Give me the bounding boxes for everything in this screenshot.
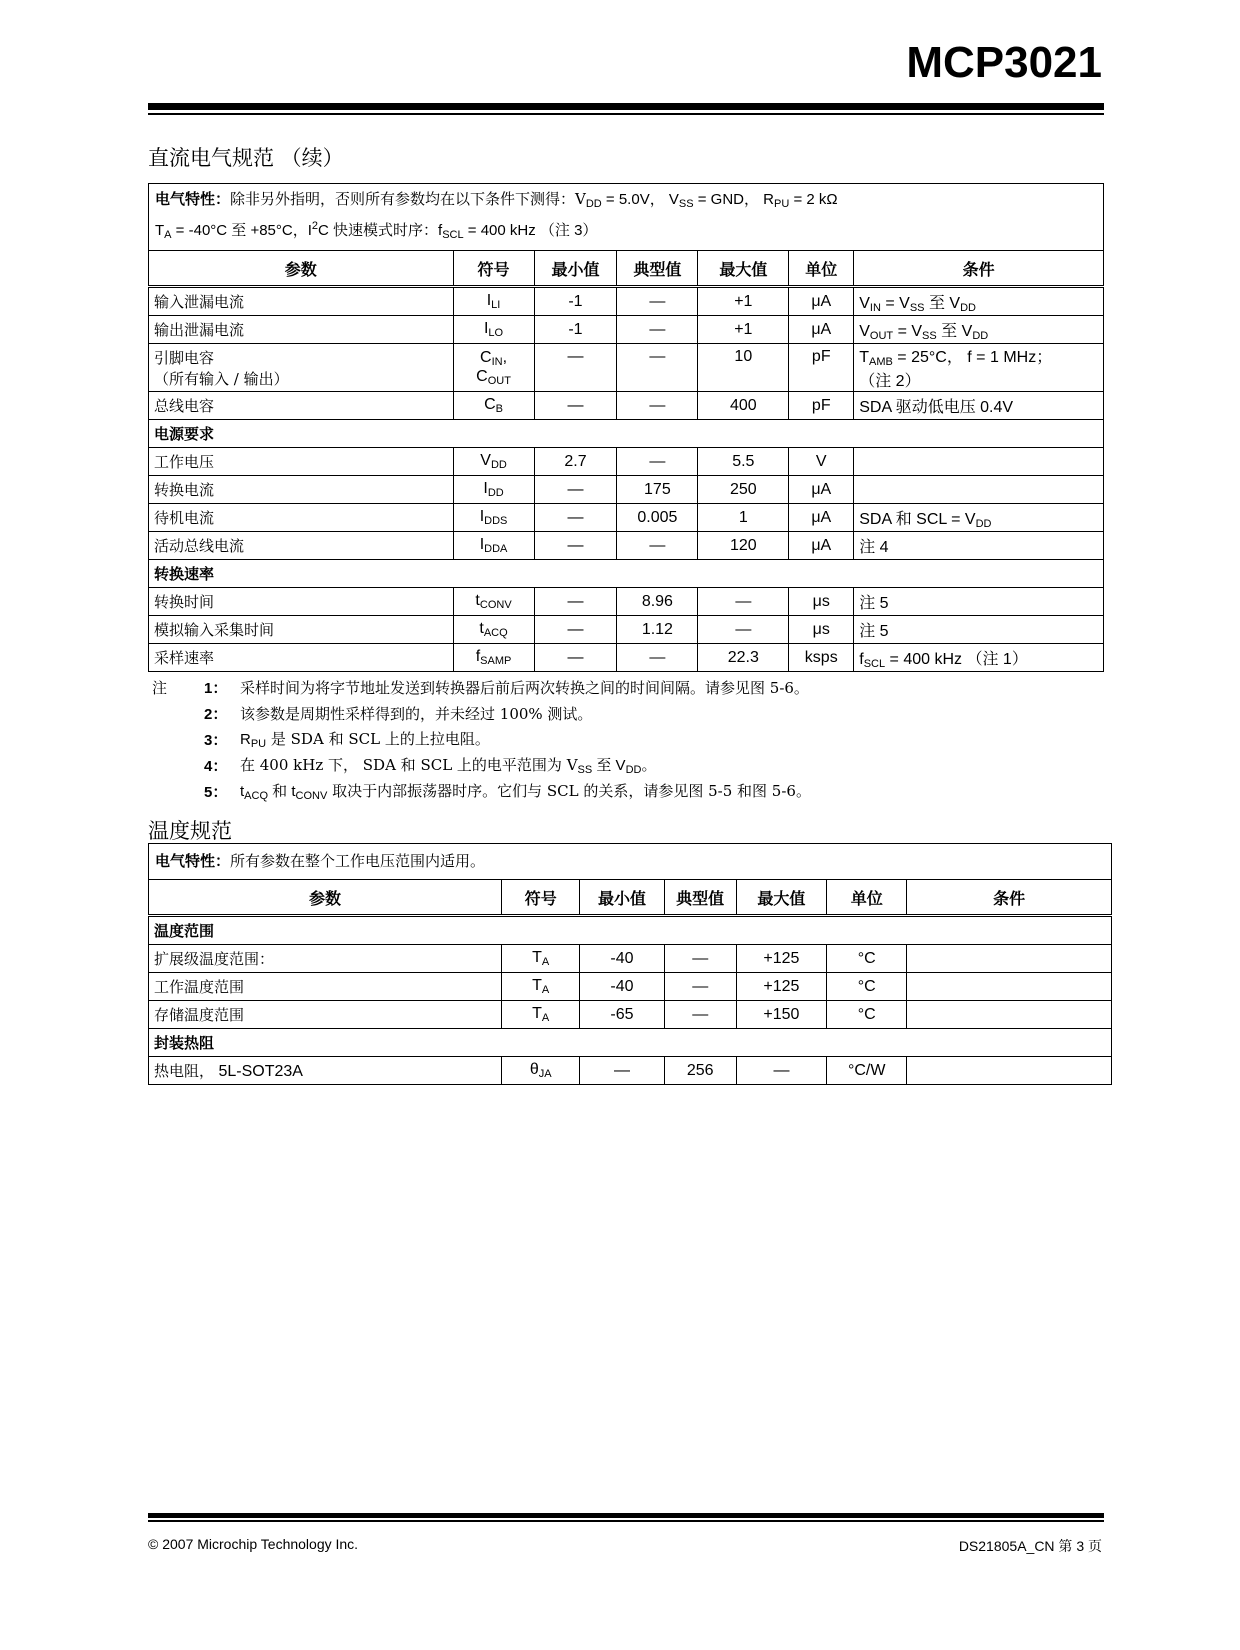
sub: OUT [869, 329, 894, 342]
col-header-condition: 条件 [854, 251, 1104, 287]
col-header-min: 最小值 [580, 880, 664, 916]
table-row [149, 504, 1104, 532]
note-number: 2： [204, 705, 228, 723]
symbol-cell [453, 616, 534, 644]
col-header-max: 最大值 [736, 880, 826, 916]
min-cell: — [534, 504, 617, 532]
symbol-cell [453, 316, 534, 344]
max-cell: +1 [698, 287, 789, 316]
cond: = 400 kHz （注 1） [885, 650, 1028, 668]
table-row [149, 588, 1104, 616]
sub: AMB [869, 356, 893, 368]
symbol: t [475, 592, 480, 609]
temp-conditions-row [149, 844, 1112, 880]
max-cell: 22.3 [698, 644, 789, 672]
conditions-text: = GND， R [693, 191, 774, 208]
note-fragment: 取决于内部振荡器时序。它们与 SCL 的关系，请参见图 5-5 和图 5-6。 [327, 782, 811, 800]
conditions-text: C 快速模式时序：f [318, 222, 443, 239]
symbol-cell [453, 476, 534, 504]
symbol: C [484, 396, 496, 413]
sub: CONV [479, 599, 512, 611]
min-cell: — [534, 616, 617, 644]
symbol: T [532, 977, 542, 994]
sub: SS [678, 198, 694, 210]
param-fragment: 5L-SOT23A [214, 1063, 303, 1080]
temp-section-title: 温度规范 [148, 819, 232, 843]
min-cell: -40 [580, 945, 664, 973]
condition-cell [907, 1057, 1112, 1085]
cond: = V [880, 294, 910, 312]
condition-cell: 注 5 [854, 588, 1104, 616]
param-cell: 采样速率 [149, 644, 454, 672]
note-fragment: 。 [641, 757, 657, 774]
sub: CONV [295, 790, 328, 802]
note-item [152, 752, 1102, 778]
param-cell: 转换电流 [149, 476, 454, 504]
note-number: 4： [204, 757, 228, 775]
cond: 至 V [924, 294, 961, 312]
note-text [240, 728, 490, 750]
dc-section-title: 直流电气规范 （续） [148, 146, 344, 170]
conditions-text: 所有参数在整个工作电压范围内适用。 [230, 852, 486, 870]
symbol-cell [453, 448, 534, 476]
note-number: 3： [204, 731, 228, 749]
typ-cell: — [617, 448, 698, 476]
symbol: θ [529, 1061, 539, 1078]
note-item [152, 726, 1102, 752]
conditions-text: = -40°C 至 +85°C，I [171, 222, 312, 239]
typ-cell: — [664, 1001, 736, 1029]
cond: SDA 和 SCL = V [859, 510, 976, 528]
cond: V [859, 294, 870, 312]
sub: DD [487, 487, 504, 499]
typ-cell: — [664, 945, 736, 973]
cond: f [859, 650, 864, 668]
condition-cell [907, 973, 1112, 1001]
sub: DD [585, 198, 602, 210]
sup: 2 [311, 220, 319, 232]
symbol: f [475, 648, 481, 665]
sub: ACQ [244, 790, 269, 802]
symbol-cell [502, 945, 580, 973]
table-row [149, 945, 1112, 973]
temp-spec-table [148, 843, 1112, 1085]
note-text: 该参数是周期性采样得到的，并未经过 100% 测试。 [240, 704, 593, 723]
table-row [149, 448, 1104, 476]
min-cell: — [534, 532, 617, 560]
unit-cell: μs [789, 616, 854, 644]
min-cell: — [534, 588, 617, 616]
symbol: V [480, 452, 491, 469]
col-header-symbol: 符号 [453, 251, 534, 287]
conditions-text: = 400 kHz （注 3） [463, 222, 598, 239]
cond: = 25°C， f = 1 MHz； [892, 349, 1053, 366]
sub: A [541, 984, 550, 996]
max-cell: +1 [698, 316, 789, 344]
min-cell: 2.7 [534, 448, 617, 476]
sub: DD [972, 329, 989, 342]
param-cell: 工作温度范围 [149, 973, 502, 1001]
sub: A [541, 956, 550, 968]
typ-cell: 8.96 [617, 588, 698, 616]
note-text: 采样时间为将字节地址发送到转换器后前后两次转换之间的时间间隔。请参见图 5-6。 [240, 678, 809, 697]
typ-cell: — [617, 532, 698, 560]
note-fragment: R [240, 731, 251, 748]
cond: = V [893, 322, 923, 340]
symbol-cell [453, 344, 534, 392]
unit-cell: °C [827, 1001, 907, 1029]
footer-copyright: © 2007 Microchip Technology Inc. [148, 1536, 359, 1552]
conditions-label: 电气特性： [155, 852, 231, 870]
document-title: MCP3021 [906, 38, 1102, 87]
max-cell: 400 [698, 392, 789, 420]
cond: （注 2） [859, 373, 921, 390]
min-cell: -1 [534, 287, 617, 316]
conditions-text: = 5.0V， V [601, 191, 679, 208]
note-fragment: 至 V [592, 757, 626, 774]
conditions-label: 电气特性： [155, 190, 231, 208]
typ-cell: 0.005 [617, 504, 698, 532]
param-cell: 输出泄漏电流 [149, 316, 454, 344]
symbol-cell [453, 504, 534, 532]
symbol: T [532, 1005, 542, 1022]
cond: 至 V [936, 322, 973, 340]
table-row [149, 616, 1104, 644]
unit-cell: μA [789, 287, 854, 316]
param-cell: 模拟输入采集时间 [149, 616, 454, 644]
table-row [149, 476, 1104, 504]
condition-cell [854, 316, 1104, 344]
sub: SS [909, 301, 925, 314]
footer-rule [148, 1513, 1104, 1518]
col-header-typ: 典型值 [617, 251, 698, 287]
symbol-cell [502, 1057, 580, 1085]
condition-cell: 注 5 [854, 616, 1104, 644]
cond: T [859, 349, 870, 366]
symbol: C [476, 367, 488, 385]
col-header-max: 最大值 [698, 251, 789, 287]
group-row [149, 420, 1104, 448]
col-header-typ: 典型值 [664, 880, 736, 916]
group-label: 温度范围 [149, 916, 1112, 945]
unit-cell: μA [789, 476, 854, 504]
unit-cell: μA [789, 504, 854, 532]
condition-cell [854, 344, 1104, 392]
sub: SS [922, 329, 937, 342]
sub: A [541, 1012, 550, 1024]
footer-page-number: DS21805A_CN 第 3 页 [958, 1538, 1102, 1554]
group-row [149, 1029, 1112, 1057]
sub: DD [975, 517, 992, 530]
unit-cell: °C/W [827, 1057, 907, 1085]
note-item [152, 778, 1102, 804]
col-header-min: 最小值 [534, 251, 617, 287]
table-row [149, 1001, 1112, 1029]
symbol-cell [453, 532, 534, 560]
symbol-cell [453, 392, 534, 420]
note-fragment: 是 SDA 和 SCL 上的上拉电阻。 [266, 730, 490, 748]
col-header-param: 参数 [149, 251, 454, 287]
symbol: I [479, 508, 485, 525]
sub: PU [250, 738, 267, 750]
note-item [152, 700, 1102, 726]
sub: DD [960, 301, 976, 314]
group-row [149, 560, 1104, 588]
symbol-cell [453, 588, 534, 616]
sub: A [164, 229, 172, 241]
unit-cell: μA [789, 532, 854, 560]
unit-cell: V [789, 448, 854, 476]
symbol: I [486, 292, 492, 309]
note-text [240, 754, 656, 776]
conditions-text: T [155, 222, 165, 239]
cond: V [859, 322, 870, 340]
typ-cell: — [617, 644, 698, 672]
param-cell: 工作电压 [149, 448, 454, 476]
typ-cell: 256 [664, 1057, 736, 1085]
sub: JA [538, 1068, 552, 1080]
max-cell: +125 [736, 945, 826, 973]
conditions-text: = 2 kΩ [789, 191, 838, 208]
min-cell: — [534, 392, 617, 420]
unit-cell: °C [827, 945, 907, 973]
sub: SCL [863, 657, 886, 670]
unit-cell: °C [827, 973, 907, 1001]
max-cell: — [698, 616, 789, 644]
sub: DDA [484, 543, 508, 555]
footer-rule-thin [148, 1520, 1104, 1522]
symbol-cell [453, 644, 534, 672]
group-label: 转换速率 [149, 560, 1104, 588]
condition-cell [854, 287, 1104, 316]
max-cell: 250 [698, 476, 789, 504]
unit-cell: pF [789, 392, 854, 420]
symbol: C [480, 348, 492, 366]
param-cell [149, 1057, 502, 1085]
group-label: 封装热阻 [149, 1029, 1112, 1057]
group-row [149, 916, 1112, 945]
param-line: 引脚电容 [154, 348, 215, 367]
table-row [149, 644, 1104, 672]
param-cell: 输入泄漏电流 [149, 287, 454, 316]
param-cell: 总线电容 [149, 392, 454, 420]
sub: B [495, 403, 503, 415]
note-fragment: 在 400 kHz 下， SDA 和 SCL 上的电平范围为 V [240, 756, 578, 774]
note-fragment: t [240, 783, 245, 800]
condition-cell [854, 644, 1104, 672]
sub: IN [491, 355, 503, 368]
sub: SAMP [480, 655, 512, 667]
typ-cell: — [617, 344, 698, 392]
symbol: , [502, 348, 508, 366]
sub: IN [869, 301, 881, 314]
param-line: （所有输入 / 输出） [154, 369, 289, 388]
symbol-cell [502, 1001, 580, 1029]
condition-cell: 注 4 [854, 532, 1104, 560]
symbol: T [532, 949, 542, 966]
condition-cell [854, 448, 1104, 476]
header-rule-thin [148, 113, 1104, 115]
symbol: I [483, 320, 489, 337]
group-label: 电源要求 [149, 420, 1104, 448]
typ-cell: 175 [617, 476, 698, 504]
max-cell: 120 [698, 532, 789, 560]
symbol: I [483, 480, 488, 497]
header-rule [148, 103, 1104, 110]
sub: DD [490, 459, 507, 471]
sub: ACQ [483, 627, 508, 639]
min-cell: — [534, 644, 617, 672]
table-row [149, 316, 1104, 344]
unit-cell: pF [789, 344, 854, 392]
notes-block [152, 674, 1102, 804]
unit-cell: μA [789, 316, 854, 344]
symbol-cell [502, 973, 580, 1001]
param-cell [149, 344, 454, 392]
sub: SS [577, 764, 593, 776]
min-cell: — [534, 344, 617, 392]
max-cell: — [736, 1057, 826, 1085]
condition-cell: SDA 驱动低电压 0.4V [854, 392, 1104, 420]
min-cell: — [580, 1057, 664, 1085]
unit-cell: ksps [789, 644, 854, 672]
note-fragment: 和 t [268, 783, 296, 800]
table-row [149, 532, 1104, 560]
param-cell: 活动总线电流 [149, 532, 454, 560]
dc-header-row [149, 251, 1104, 287]
max-cell: 1 [698, 504, 789, 532]
notes-prefix: 注 [152, 678, 168, 697]
col-header-unit: 单位 [789, 251, 854, 287]
max-cell: — [698, 588, 789, 616]
symbol: t [479, 620, 484, 637]
symbol-cell [453, 287, 534, 316]
max-cell: +125 [736, 973, 826, 1001]
note-number: 5： [204, 783, 228, 801]
condition-cell [854, 476, 1104, 504]
condition-cell [907, 945, 1112, 973]
note-item [152, 674, 1102, 700]
dc-conditions-row [149, 184, 1104, 251]
sub: DD [625, 764, 642, 776]
sub: LI [491, 299, 501, 311]
sub: DDS [484, 515, 508, 527]
sub: LO [488, 327, 504, 339]
condition-cell [854, 504, 1104, 532]
note-text [240, 780, 811, 802]
param-cell: 待机电流 [149, 504, 454, 532]
typ-cell: — [617, 316, 698, 344]
sub: OUT [487, 374, 511, 387]
col-header-condition: 条件 [907, 880, 1112, 916]
param-cell: 扩展级温度范围： [149, 945, 502, 973]
min-cell: -40 [580, 973, 664, 1001]
conditions-text: 除非另外指明，否则所有参数均在以下条件下测得：V [230, 190, 586, 208]
table-row [149, 1057, 1112, 1085]
param-cell: 转换时间 [149, 588, 454, 616]
note-number: 1： [204, 679, 228, 697]
max-cell: +150 [736, 1001, 826, 1029]
col-header-symbol: 符号 [502, 880, 580, 916]
dc-spec-table [148, 183, 1104, 672]
temp-header-row [149, 880, 1112, 916]
typ-cell: — [617, 287, 698, 316]
max-cell: 5.5 [698, 448, 789, 476]
table-row [149, 392, 1104, 420]
col-header-unit: 单位 [827, 880, 907, 916]
table-row [149, 287, 1104, 316]
min-cell: -1 [534, 316, 617, 344]
unit-cell: μs [789, 588, 854, 616]
typ-cell: 1.12 [617, 616, 698, 644]
max-cell: 10 [698, 344, 789, 392]
table-row [149, 344, 1104, 392]
sub: PU [774, 198, 790, 210]
min-cell: — [534, 476, 617, 504]
table-row [149, 973, 1112, 1001]
sub: SCL [442, 229, 464, 241]
col-header-param: 参数 [149, 880, 502, 916]
condition-cell [907, 1001, 1112, 1029]
param-cell: 存储温度范围 [149, 1001, 502, 1029]
param-fragment: 热电阻， [154, 1062, 215, 1080]
min-cell: -65 [580, 1001, 664, 1029]
typ-cell: — [664, 973, 736, 1001]
symbol: I [479, 536, 485, 553]
typ-cell: — [617, 392, 698, 420]
